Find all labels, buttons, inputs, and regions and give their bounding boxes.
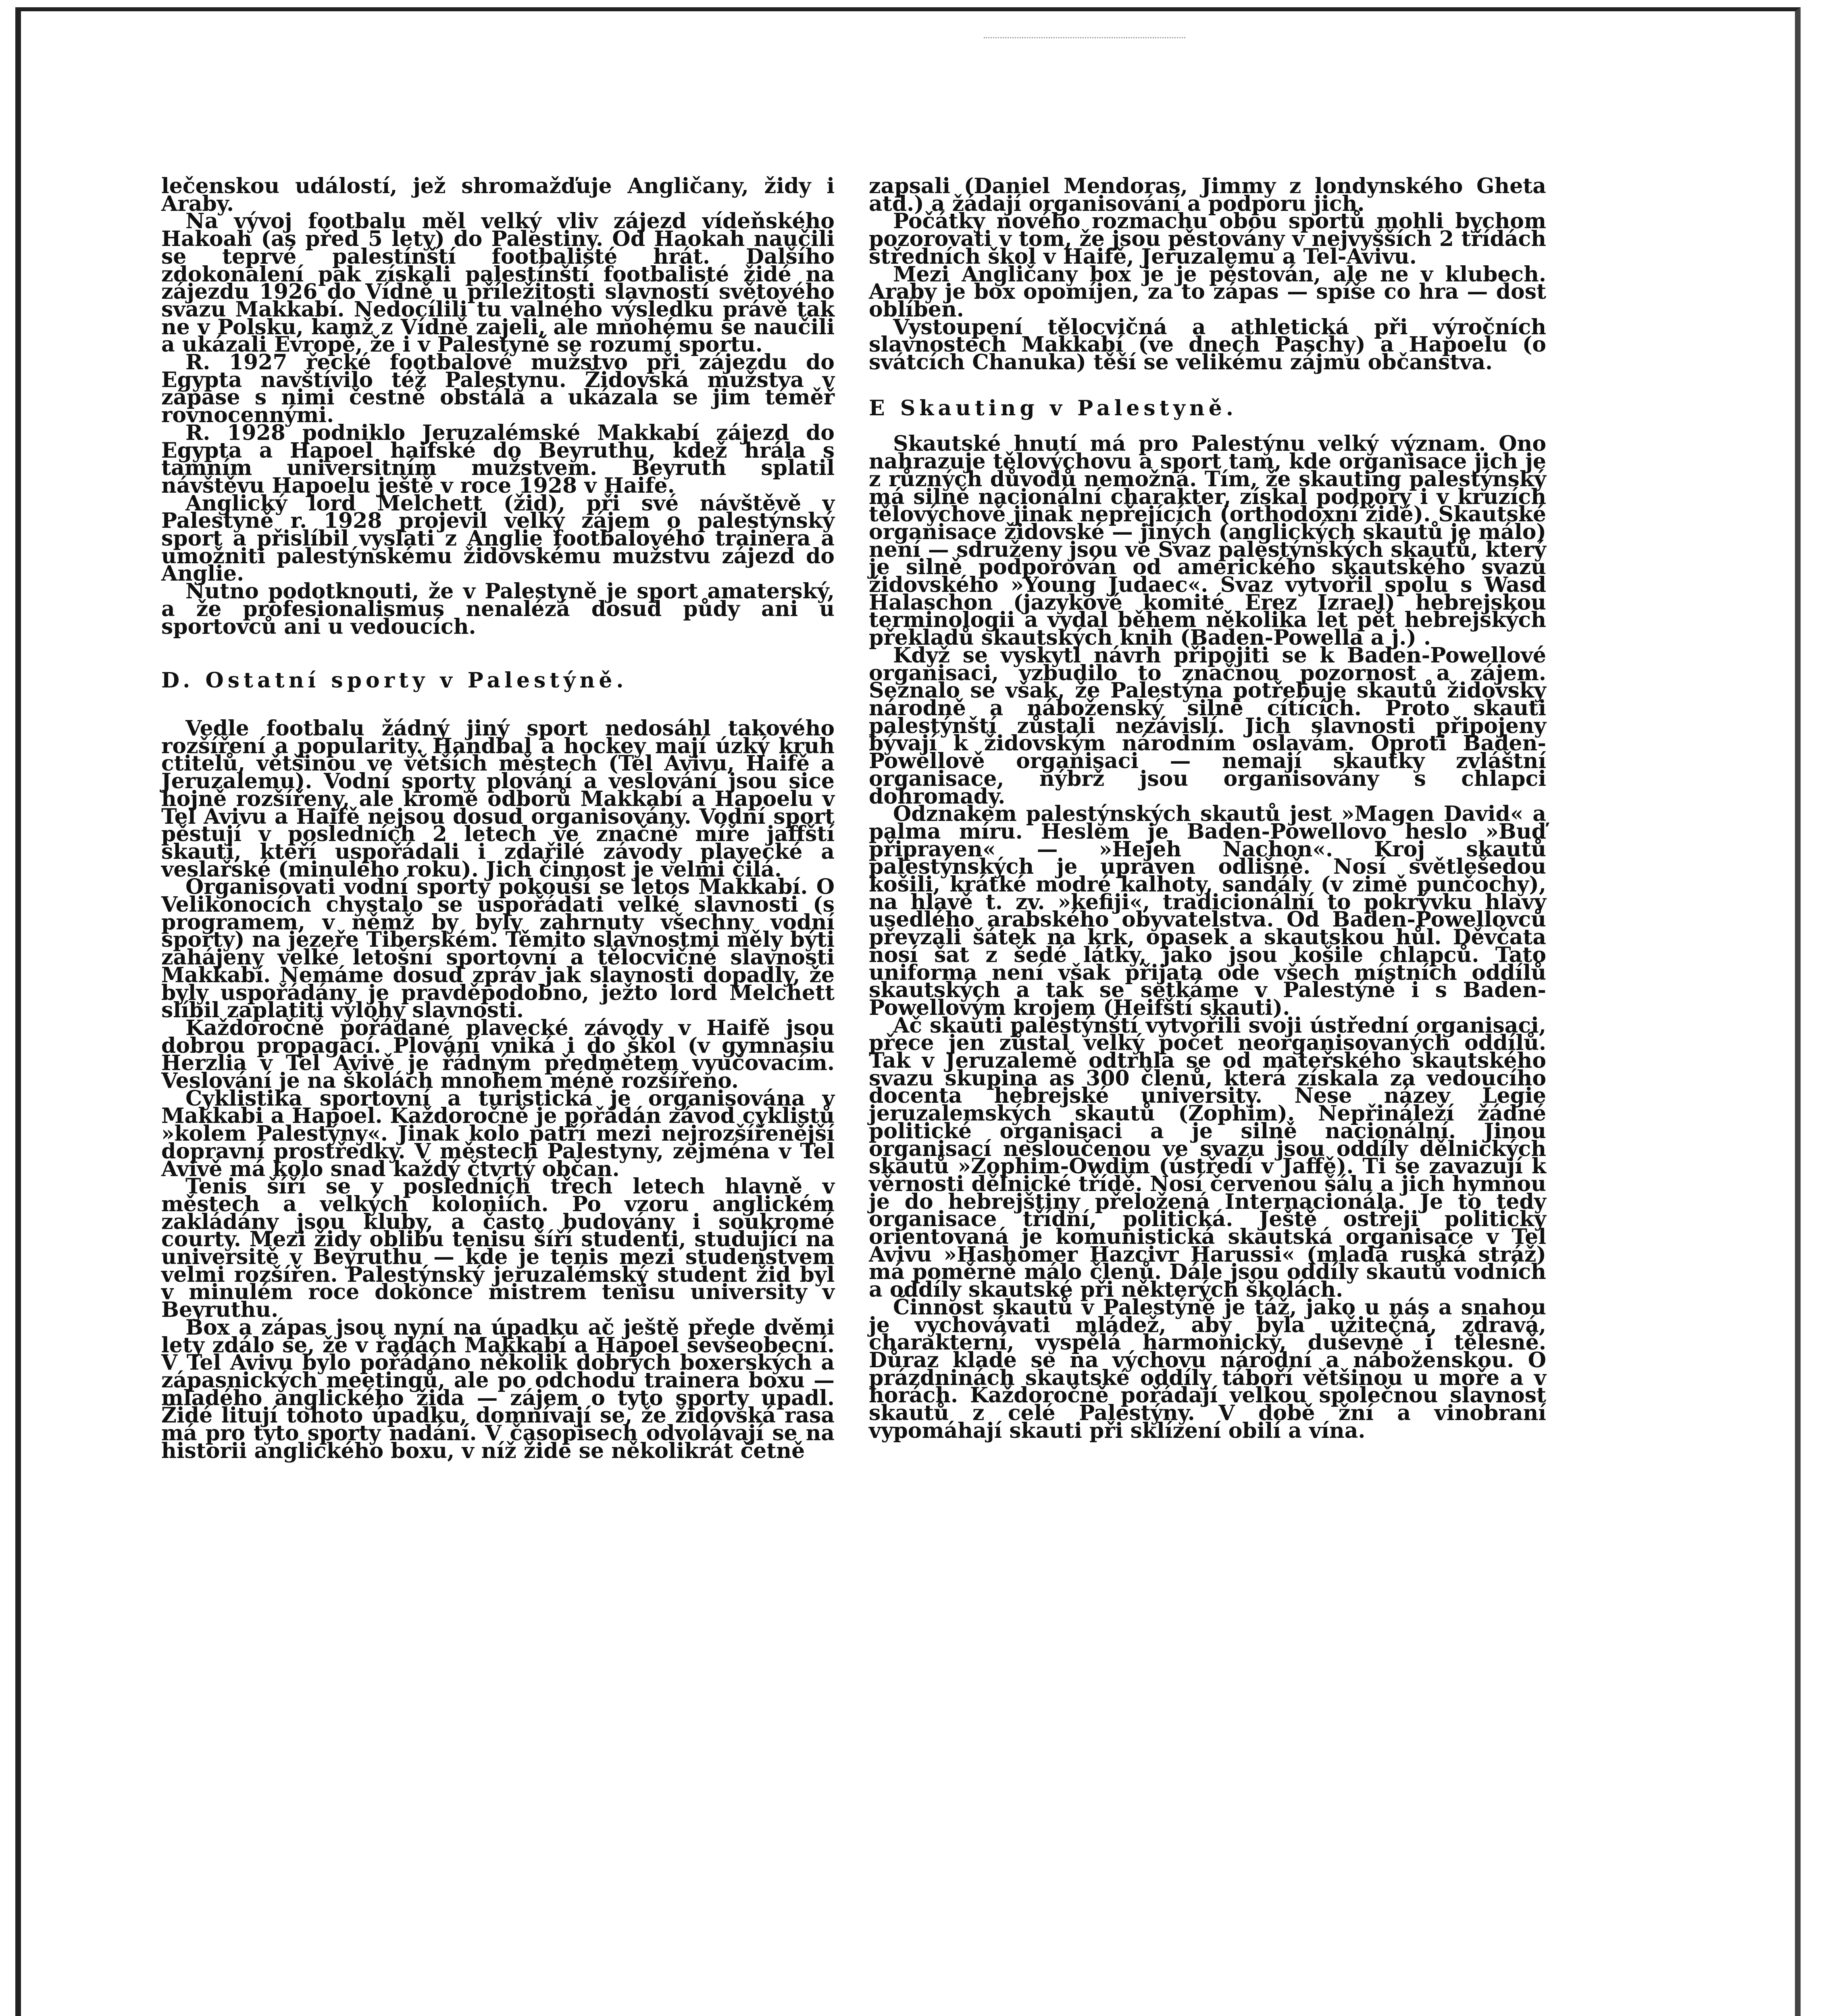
- section-heading-d: D. Ostatní sporty v Palestýně.: [161, 668, 628, 693]
- paragraph: Vedle footbalu žádný jiný sport nedosáhl takového rozšíření a popularity. Handbal a hockey mají úzký kruh ctitelů, většinou ve větších městech (Tel Avivu, Haifě a Jeruzalemu). Vodní sporty plování a veslování jsou sice hojně rozšířeny, ale kromě odborů Makkabí a Hapoelu v Tel Avivu a Haifě nejsou dosud organisovány. Vodní sport pěstují v posledních 2 letech ve značné míře jaffští skauti, kteří uspořádali i zdařilé závody plavecké a veslařské (minulého roku). Jich činnost je velmi čilá.: [161, 716, 835, 882]
- paragraph: lečenskou událostí, jež shromažďuje Angličany, židy i Araby.: [161, 174, 835, 216]
- paragraph: Organisovati vodní sporty pokouší se letos Makkabí. O Velikonocích chystalo se uspořádati velké slavnosti (s programem, v němž by byly zahrnuty všechny vodní sporty) na jezeře Tiberském. Těmito slavnostmi měly býti zahájeny velké letošní sportovní a tělocvičné slavnosti Makkabí. Nemáme dosud zpráv jak slavnosti dopadly, že byly uspořádány je pravděpodobno, ježto lord Melchett slíbil zaplatiti výlohy slavnosti.: [161, 875, 835, 1023]
- paragraph: Počátky nového rozmachu obou sportů mohli bychom pozorovati v tom, že jsou pěstovány v nejvyšších 2 třídách středních škol v Haifě, Jeruzalemu a Tel-Avivu.: [869, 209, 1546, 269]
- paragraph: Vystoupení tělocvičná a athletická při výročních slavnostech Makkabí (ve dnech Paschy) a Hapoelu (o svátcích Chanuka) těší se velikému zájmu občanstva.: [869, 314, 1546, 375]
- paragraph: Tenis šíří se v posledních třech letech hlavně v městech a velkých koloniích. Po vzoru anglickém zakládány jsou kluby, a často budovány i soukromé courty. Mezi židy oblibu tenisu šíří studenti, studující na universitě v Beyruthu — kde je tenis mezi studenstvem velmi rozšířen. Palestýnský jeruzalémský student žid byl v minulém roce dokonce mistrem tenisu university v Beyruthu.: [161, 1174, 835, 1322]
- right-column: [869, 174, 1546, 1443]
- scan-mark: [984, 13, 1185, 38]
- paragraph: Když se vyskytl návrh připojiti se k Baden-Powellové organisaci, vzbudilo to značnou pozornost a zájem. Seznalo se však, že Palestýna potřebuje skautů židovsky národně a náboženský silně cítících. Proto skauti palestýnští zůstali nezávislí. Jich slavnosti připojeny bývají k židovským národním oslavám. Oproti Baden-Powellově organisaci — nemají skautky zvláštní organisace, nýbrž jsou organisovány s chlapci dohromady.: [869, 643, 1546, 809]
- paragraph: Odznakem palestýnských skautů jest »Magen David« a palma míru. Heslem je Baden-Powellovo heslo »Buď připraven« — »Hejeh Nachon«. Kroj skautů palestýnských je upraven odlišně. Nosí světlešedou košili, krátké modré kalhoty, sandály (v zimě punčochy), na hlavě t. zv. »kefiji«, tradicionální to pokrývku hlavy usedlého arabského obyvatelstva. Od Baden-Powellovců převzali šátek na krk, opasek a skautskou hůl. Děvčata nosí šat z šedé látky, jako jsou košile chlapců. Tato uniforma není však přijata ode všech místních oddílů skautských a tak se setkáme v Palestýně i s Baden-Powellovým krojem (Heifští skauti).: [869, 802, 1546, 1020]
- section-heading-e: E Skauting v Palestyně.: [869, 396, 1237, 421]
- paragraph: Cyklistika sportovní a turistická je organisována v Makkabi a Hapoel. Každoročně je pořádán závod cyklistů »kolem Palestýny«. Jinak kolo patří mezi nejrozšířenější dopravní prostředky. V městech Palestyny, zejména v Tel Avivě má kolo snad každý čtvrtý občan.: [161, 1086, 835, 1181]
- left-column: [161, 174, 835, 1463]
- paragraph: R. 1928 podniklo Jeruzalémské Makkabí zájezd do Egypta a Hapoel haifské do Beyruthu, kdež hrála s tamním universitním mužstvem. Beyruth splatil návštěvu Hapoelu ještě v roce 1928 v Haife.: [161, 420, 835, 498]
- paragraph: Box a zápas jsou nyní na úpadku ač ještě přede dvěmi lety zdálo se, že v řadách Makkabí a Hapoel sevšeobecní. V Tel Avivu bylo pořádáno několik dobrých boxerských a zápasnických meetingů, ale po odchodu trainera boxu — mladého anglického žida — zájem o tyto sporty upadl. Židé litují tohoto úpadku, domnívají se, že židovská rasa má pro tyto sporty nadání. V časopisech odvolávají se na historii anglického boxu, v níž židé se několikrát četně: [161, 1315, 835, 1463]
- paragraph: Každoročně pořádané plavecké závody v Haifě jsou dobrou propagací. Plování vniká i do škol (v gymnasiu Herzlia v Tel Avivě je řádným předmětem vyučovacím. Veslování je na školách mnohem méně rozšířeno.: [161, 1015, 835, 1093]
- paragraph: Mezi Angličany box je je pěstován, ale ne v klubech. Araby je box opomíjen, za to zápas — spíše co hra — dost oblíben.: [869, 262, 1546, 322]
- paragraph: Skautské hnutí má pro Palestýnu velký význam. Ono nahrazuje tělovýchovu a sport tam, kde organisace jich je z různých důvodů nemožná. Tím, že skauting palestýnský má silně nacionální charakter, získal podpory i v kruzích tělovýchově jinak nepřejících (orthodoxní židé). Skautské organisace židovské — jiných (anglických skautů je málo) není — sdruženy jsou ve Svaz palestýnských skautů, který je silně podporován od amerického skautského svazu židovského »Young Judaec«. Svaz vytvořil spolu s Wasd Halaschon (jazykové komité Erez Izrael) hebrejskou terminologii a vydal během několika let pět hebrejských překladů skautských knih (Baden-Powella a j.) .: [869, 431, 1546, 650]
- paragraph: R. 1927 řecké footbalové mužstvo při zájezdu do Egypta navštívilo též Palestynu. Židovská mužstva v zápase s nimi čestně obstála a ukázala se jim téměř rovnocennými.: [161, 350, 835, 428]
- paragraph: Činnost skautů v Palestýně je táž, jako u nás a snahou je vychovávati mládež, aby byla užitečná, zdravá, charakterní, vyspělá harmonicky, duševně i tělesně. Důraz klade se na výchovu národní a náboženskou. O prázdninách skautské oddíly táboří většinou u moře a v horách. Každoročně pořádají velkou společnou slavnost skautů z celé Palestýny. V době žní a vinobraní vypomáhají skauti při sklízení obilí a vína.: [869, 1295, 1546, 1443]
- paragraph: Na vývoj footbalu měl velký vliv zájezd vídeňského Hakoah (as před 5 lety) do Palestiny. Od Haokah naučili se teprvé palestínští footbalisté hrát. Dalšího zdokonalení pak získali palestínští footbalisté židé na zájezdu 1926 do Vídně u příležitosti slavností světového svazu Makkabí. Nedocílili tu valného výsledku právě tak ne v Polsku, kamž z Vídně zajeli, ale mnohému se naučili a ukázali Evropě, že i v Palestyně se rozumí sportu.: [161, 209, 835, 357]
- paragraph: Ač skauti palestýnští vytvořili svoji ústřední organisaci, přece jen zůstal velký počet neorganisovaných oddílů. Tak v Jeruzalemě odtrhla se od mateřského skautského svazu skupina as 300 členů, která získala za vedoucího docenta hebrejské university. Nese název Legie jeruzalemských skautů (Zophim). Nepřináleží žádné politické organisaci a je silně nacionální. Jinou organisací nesloučenou ve svazu jsou oddíly dělnických skautů »Zophim-Owdim (ústředí v Jaffě). Ti se zavazují k věrnosti dělnické třídě. Nosí červenou šálu a jich hymnou je do hebrejštiny přeložená Internacionála. Je to tedy organisace třídní, politická. Ještě ostřeji politicky orientovaná je komunistická skautská organisace v Tel Avivu »Hashomer Hazcivr Harussi« (mladá ruská stráž) má poměrně málo členů. Dále jsou oddíly skautů vodních a oddíly skautské při některých školách.: [869, 1013, 1546, 1302]
- paragraph: Nutno podotknouti, že v Palestyně je sport amaterský, a že profesionalismus nenalézá dosud půdy ani u sportovců ani u vedoucích.: [161, 579, 835, 639]
- paragraph: zapsali (Daniel Mendoras, Jimmy z londynského Gheta atd.) a žádají organisování a podporu jich.: [869, 174, 1546, 216]
- paragraph: Anglický lord Melchett (žid), při své návštěvě v Palestyně r. 1928 projevil velký zájem o palestýnský sport a přislíbil vyslati z Anglie footbalového trainera a umožniti palestýnskému židovskému mužstvu zájezd do Anglie.: [161, 491, 835, 586]
